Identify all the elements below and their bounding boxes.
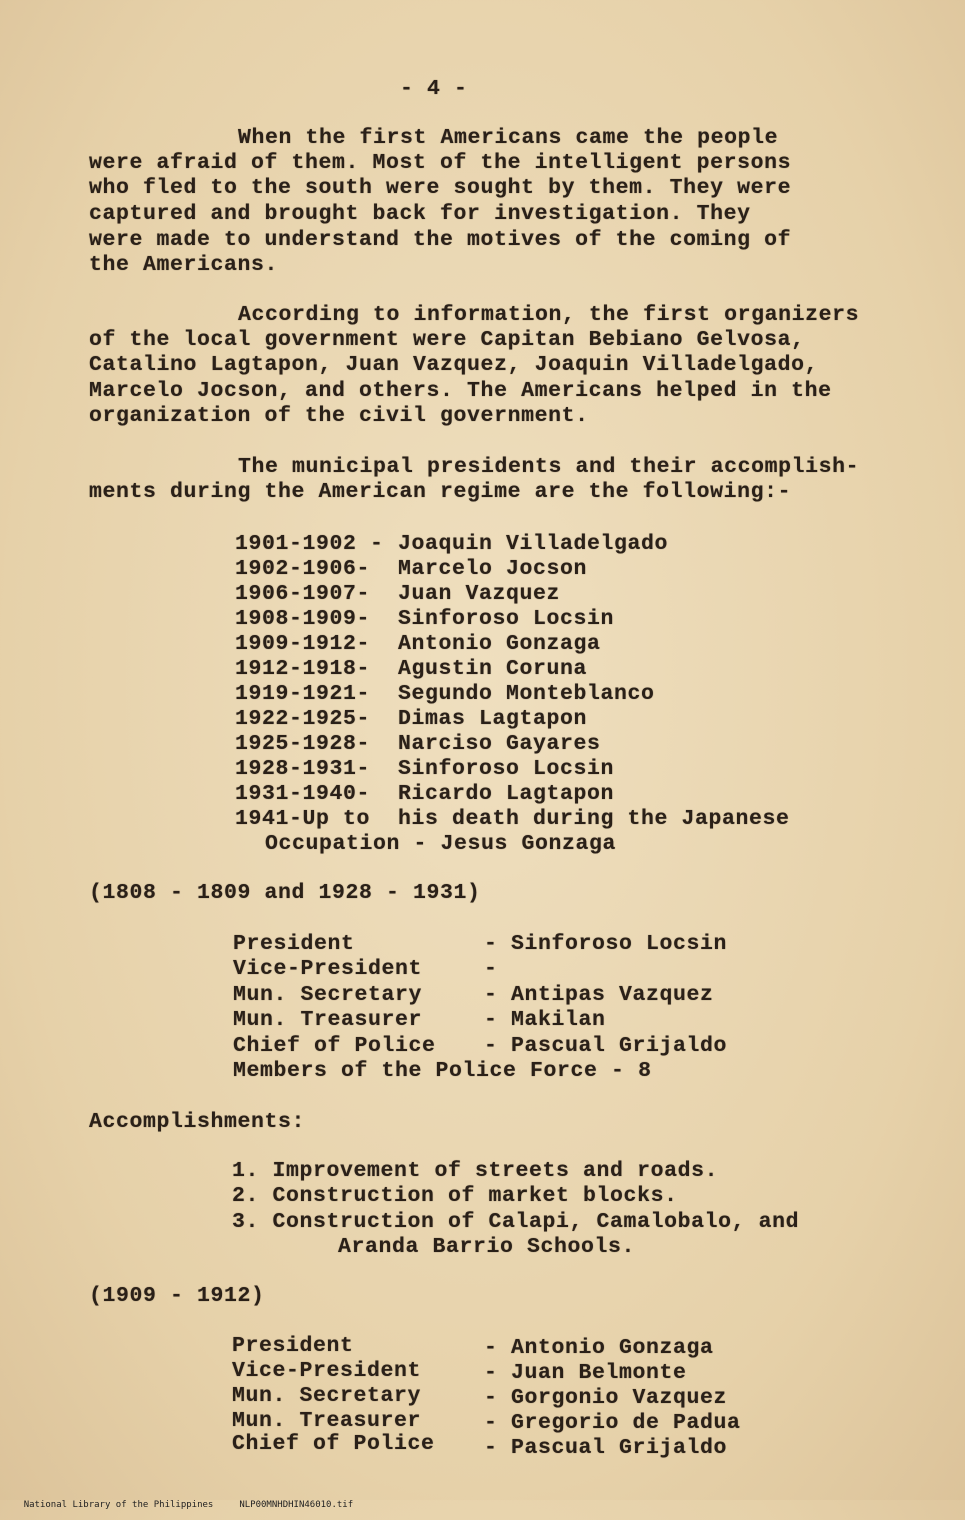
officer-name: - Gorgonio Vazquez bbox=[484, 1386, 728, 1410]
president-years: 1906-1907- bbox=[235, 582, 371, 606]
scan-footer bbox=[2, 1490, 353, 1520]
organizers-line: Catalino Lagtapon, Juan Vazquez, Joaquin Villadelgado, bbox=[89, 353, 819, 377]
president-years: 1928-1931- bbox=[235, 757, 371, 781]
accomplishment-item: 2. Construction of market blocks. bbox=[232, 1184, 678, 1208]
intro-line: When the first Americans came the people bbox=[238, 126, 779, 150]
officer-name: - Makilan bbox=[484, 1008, 606, 1032]
intro-line: were afraid of them. Most of the intelligent persons bbox=[89, 151, 792, 175]
officer-role: Mun. Secretary bbox=[233, 983, 423, 1007]
officer-role: Mun. Treasurer bbox=[233, 1008, 423, 1032]
officer-name: - Pascual Grijaldo bbox=[484, 1436, 728, 1460]
president-years: 1912-1918- bbox=[235, 657, 371, 681]
intro-line: were made to understand the motives of the coming of bbox=[89, 228, 792, 252]
officer-role: Chief of Police bbox=[232, 1432, 435, 1456]
footer-file: NLP00MNHDHIN46010.tif bbox=[239, 1500, 354, 1510]
officer-name: - Sinforoso Locsin bbox=[484, 932, 728, 956]
intro-line: the Americans. bbox=[89, 253, 279, 277]
president-name: Segundo Monteblanco bbox=[398, 682, 655, 706]
officer-role: Chief of Police bbox=[233, 1034, 436, 1058]
officer-role: Mun. Secretary bbox=[232, 1384, 422, 1408]
officer-name: - Antonio Gonzaga bbox=[484, 1336, 714, 1360]
president-name: his death during the Japanese bbox=[398, 807, 790, 831]
footer-library: National Library of the Philippines bbox=[23, 1500, 214, 1510]
officer-name: - Gregorio de Padua bbox=[484, 1411, 741, 1435]
officer-role: Mun. Treasurer bbox=[232, 1409, 422, 1433]
officer-role: President bbox=[233, 932, 355, 956]
president-name: Ricardo Lagtapon bbox=[398, 782, 615, 806]
president-name: Antonio Gonzaga bbox=[398, 632, 601, 656]
president-name: Sinforoso Locsin bbox=[398, 757, 615, 781]
organizers-line: of the local government were Capitan Bebiano Gelvosa, bbox=[89, 328, 805, 352]
section2-heading: (1909 - 1912) bbox=[89, 1284, 265, 1308]
officer-name: - bbox=[484, 957, 498, 981]
accomplishment-item: 3. Construction of Calapi, Camalobalo, and bbox=[232, 1210, 800, 1234]
officer-role: Vice-President bbox=[232, 1359, 422, 1383]
officer-name: - Antipas Vazquez bbox=[484, 983, 714, 1007]
accomplishment-item: 1. Improvement of streets and roads. bbox=[232, 1159, 719, 1183]
president-name: Sinforoso Locsin bbox=[398, 607, 615, 631]
section1-heading: (1808 - 1809 and 1928 - 1931) bbox=[89, 881, 481, 905]
accomplishments-label: Accomplishments: bbox=[89, 1110, 306, 1134]
president-years: 1902-1906- bbox=[235, 557, 371, 581]
president-name: Narciso Gayares bbox=[398, 732, 601, 756]
president-name: Juan Vazquez bbox=[398, 582, 561, 606]
intro-line: who fled to the south were sought by them. They were bbox=[89, 176, 792, 200]
president-name: Agustin Coruna bbox=[398, 657, 588, 681]
president-continuation: Occupation - Jesus Gonzaga bbox=[265, 832, 617, 856]
president-years: 1919-1921- bbox=[235, 682, 371, 706]
officer-role: President bbox=[232, 1334, 354, 1358]
president-years: 1941-Up to bbox=[235, 807, 371, 831]
president-years: 1925-1928- bbox=[235, 732, 371, 756]
officer-name: - Pascual Grijaldo bbox=[484, 1034, 728, 1058]
police-members: Members of the Police Force - 8 bbox=[233, 1059, 652, 1083]
officer-name: - Juan Belmonte bbox=[484, 1361, 687, 1385]
accomplishment-continuation: Aranda Barrio Schools. bbox=[338, 1235, 636, 1259]
president-years: 1901-1902 - bbox=[235, 532, 384, 556]
president-name: Marcelo Jocson bbox=[398, 557, 588, 581]
organizers-line: Marcelo Jocson, and others. The Americans helped in the bbox=[89, 379, 832, 403]
organizers-line: According to information, the first organizers bbox=[238, 303, 860, 327]
presidents-intro-line: The municipal presidents and their accomplish- bbox=[238, 455, 860, 479]
page-number: - 4 - bbox=[400, 77, 468, 101]
organizers-line: organization of the civil government. bbox=[89, 404, 589, 428]
president-years: 1908-1909- bbox=[235, 607, 371, 631]
president-years: 1909-1912- bbox=[235, 632, 371, 656]
president-name: Dimas Lagtapon bbox=[398, 707, 588, 731]
officer-role: Vice-President bbox=[233, 957, 423, 981]
president-years: 1922-1925- bbox=[235, 707, 371, 731]
intro-line: captured and brought back for investigation. They bbox=[89, 202, 751, 226]
presidents-intro-line: ments during the American regime are the following:- bbox=[89, 480, 792, 504]
president-name: Joaquin Villadelgado bbox=[398, 532, 669, 556]
president-years: 1931-1940- bbox=[235, 782, 371, 806]
